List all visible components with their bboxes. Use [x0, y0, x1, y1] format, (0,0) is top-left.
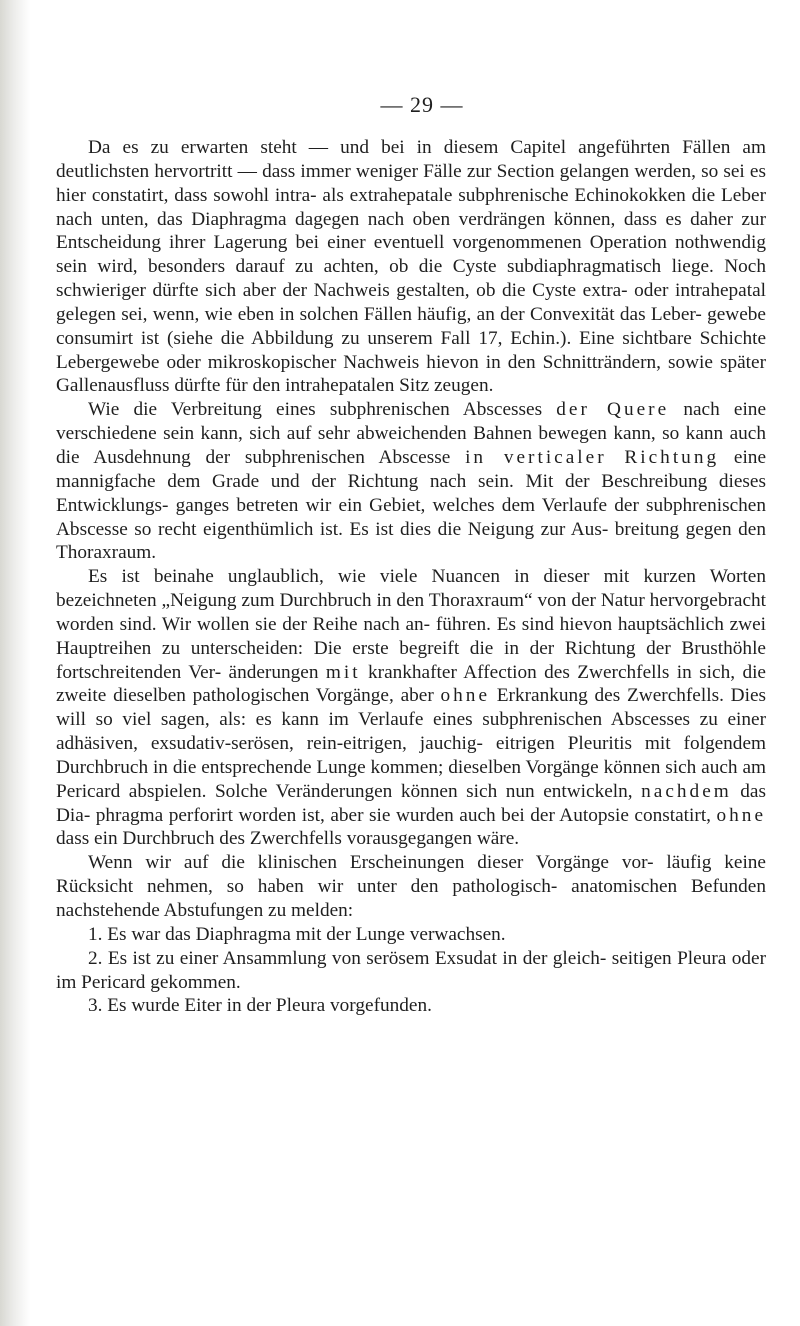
- spaced-emphasis: mit: [325, 661, 361, 683]
- paragraph-2-text: Wie die Verbreitung eines subphrenischen Abscesses: [88, 399, 557, 421]
- page-number: — 29 —: [380, 92, 464, 117]
- spaced-emphasis: nachdem: [641, 780, 732, 802]
- paragraph-3: [56, 565, 766, 851]
- spaced-emphasis: ohne: [440, 685, 490, 707]
- list-item: 3. Es wurde Eiter in der Pleura vorgefunden.: [88, 995, 432, 1017]
- spaced-emphasis: der Quere: [556, 399, 670, 421]
- paragraph-3-text: Es ist beinahe unglaublich, wie viele Nuancen in dieser mit kurzen Worten bezeichneten „Neigung zum Durchbruch in den Thoraxraum“ von der Natur hervorgebracht worden sind. Wir wollen sie der Reihe nach an- führen. Es sind hievon hauptsächlich zwei Hauptreihen zu unterscheiden: Die erste begreift die in der Richtung der Brusthöhle fortschreitenden Ver- änderungen: [56, 566, 766, 683]
- page-edge-shadow: [0, 0, 30, 1326]
- paragraph-3-text: Erkrankung des Zwerchfells. Dies will so viel sagen, als: es kann im Verlaufe eines subphrenischen Abscesses zu einer adhäsiven, exsudativ-serösen, rein-eitrigen, jauchig- eitrigen Pleuritis mit folgendem Durchbruch in die entsprechende Lunge kommen; dieselben Vorgänge können sich auch am Pericard abspielen. Solche Veränderungen können sich nun entwickeln,: [56, 685, 767, 802]
- paragraph-2-text: nach eine verschiedene sein kann, sich auf sehr abweichenden Bahnen bewegen kann, so kann auch die Ausdehnung der subphrenischen Abscesse: [56, 399, 767, 468]
- paragraph-3-text: krankhafter Affection des Zwerchfells in sich, die zweite dieselben pathologischen Vorgänge, aber: [56, 661, 766, 707]
- paragraph-4: Wenn wir auf die klinischen Erscheinungen dieser Vorgänge vor- läufig keine Rücksicht nehmen, so haben wir unter den pathologisch- anatomischen Befunden nachstehende Abstufungen zu melden:: [56, 852, 766, 921]
- spaced-emphasis: in verticaler Richtung: [465, 446, 720, 468]
- paragraph-3-text: dass ein Durchbruch des Zwerchfells vorausgegangen wäre.: [56, 828, 520, 850]
- list-item: 2. Es ist zu einer Ansammlung von serösem Exsudat in der gleich- seitigen Pleura oder im Pericard gekommen.: [56, 947, 766, 993]
- paragraph-2: [56, 398, 766, 565]
- spaced-emphasis: ohne: [716, 804, 766, 826]
- paragraph-1: Da es zu erwarten steht — und bei in diesem Capitel angeführten Fällen am deutlichsten hervortritt — dass immer weniger Fälle zur Section gelangen werden, so sei es hier constatirt, dass sowohl intra- als extrahepatale subphrenische Echinokokken die Leber nach unten, das Diaphragma dagegen nach oben verdrängen können, dass es daher zur Entscheidung ihrer Lagerung bei einer eventuell vorgenommenen Operation nothwendig sein wird, besonders darauf zu achten, ob die Cyste subdiaphragmatisch liege. Noch schwieriger dürfte sich aber der Nachweis gestalten, ob die Cyste extra- oder intrahepatal gelegen sei, wenn, wie eben in solchen Fällen häufig, an der Convexität das Leber- gewebe consumirt ist (siehe die Abbildung zu unserem Fall 17, Echin.). Eine sichtbare Schichte Lebergewebe oder mikroskopischer Nachweis hievon in den Schnitträndern, sowie später Gallenausfluss dürfte für den intrahepatalen Sitz zeugen.: [56, 137, 766, 397]
- paragraph-2-text: eine mannigfache dem Grade und der Richtung nach sein. Mit der Beschreibung dieses Entwicklungs- ganges betreten wir ein Gebiet, welches dem Verlaufe der subphrenischen Abscesse so recht eigenthümlich ist. Es ist dies die Neigung zur Aus- breitung gegen den Thoraxraum.: [56, 446, 766, 564]
- list-item: 1. Es war das Diaphragma mit der Lunge verwachsen.: [88, 923, 506, 945]
- book-page: [56, 92, 766, 1018]
- paragraph-3-text: das Dia- phragma perforirt worden ist, aber sie wurden auch bei der Autopsie constatirt,: [56, 780, 766, 826]
